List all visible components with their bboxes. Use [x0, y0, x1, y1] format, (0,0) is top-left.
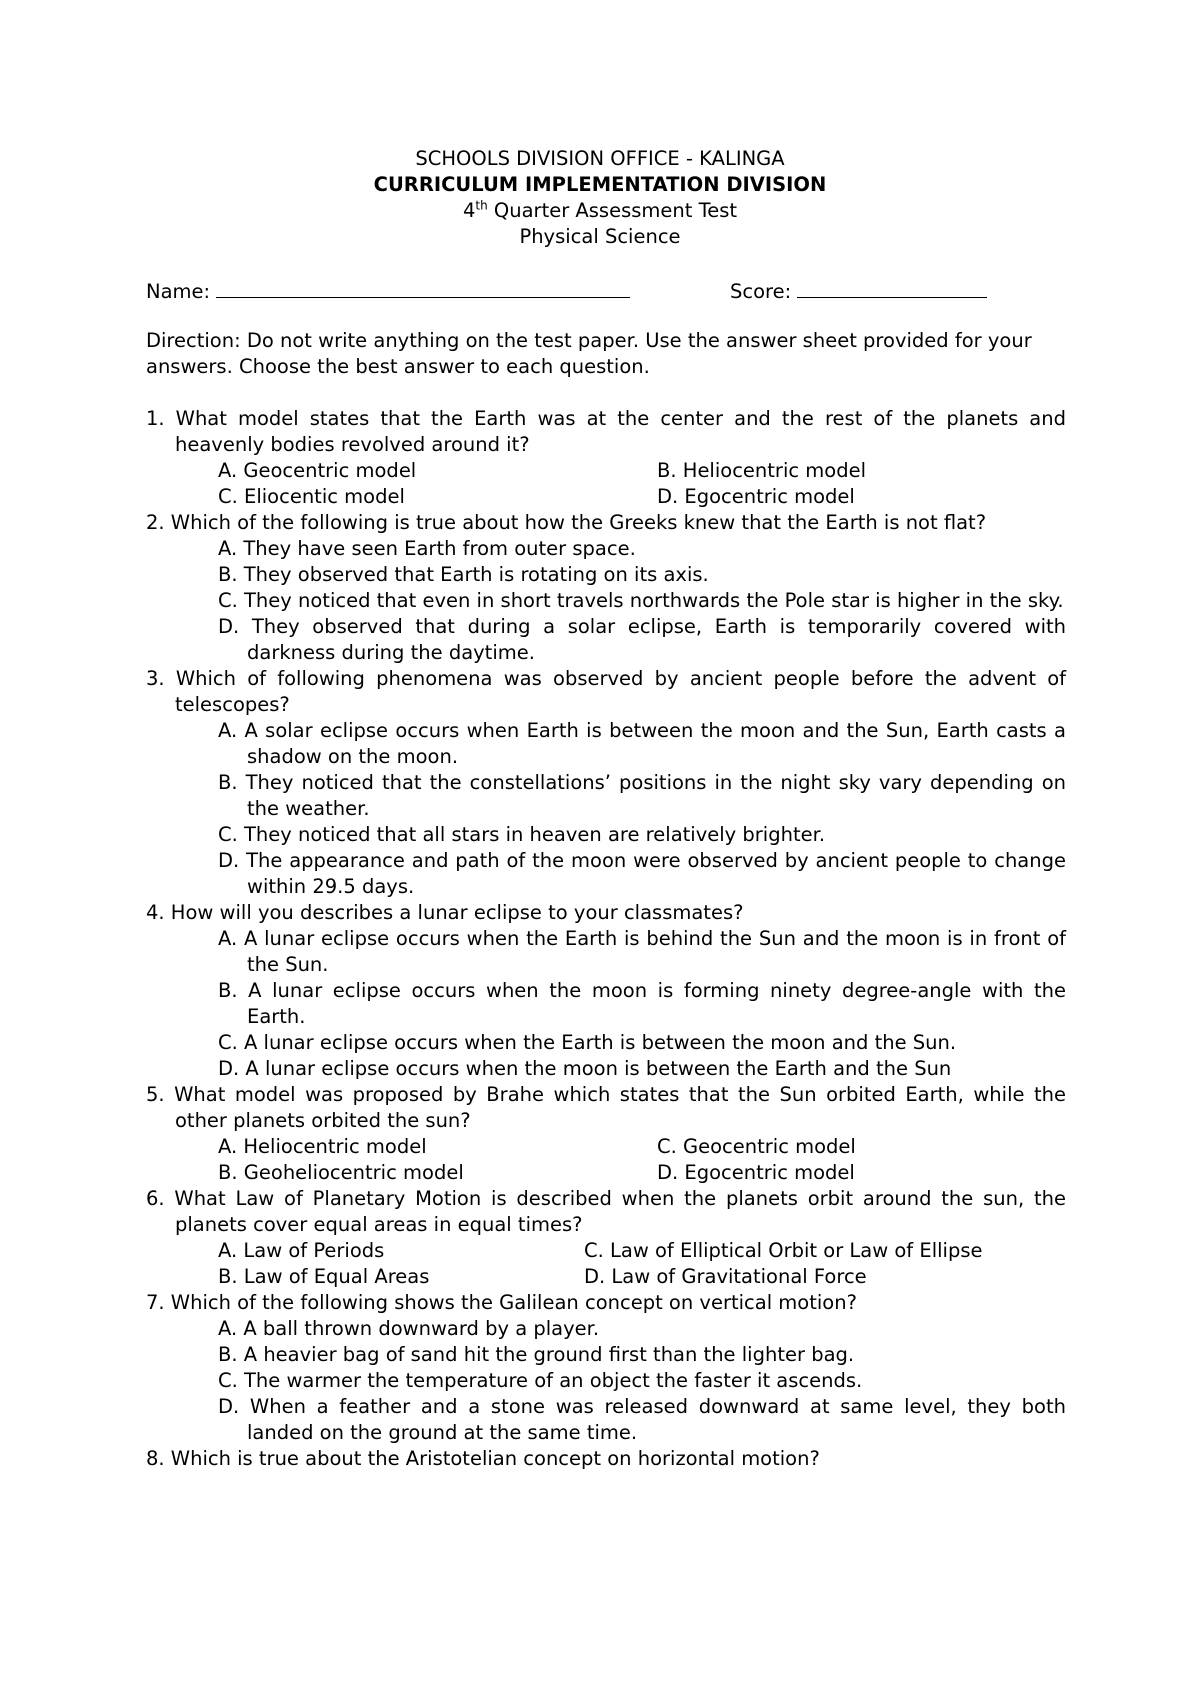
- option-c[interactable]: C. The warmer the temperature of an object the faster it ascends.: [218, 1369, 863, 1392]
- direction-text: Direction: Do not write anything on the test paper. Use the answer sheet provided for your answers. Choose the best answer to each question.: [146, 329, 1032, 378]
- option-b[interactable]: B. They observed that Earth is rotating on its axis.: [218, 563, 709, 586]
- option-c[interactable]: C. Law of Elliptical Orbit or Law of Ellipse: [584, 1239, 983, 1262]
- document-header: [0, 146, 1200, 250]
- question-2: [146, 510, 1066, 666]
- option-c[interactable]: C. Eliocentic model: [218, 485, 405, 508]
- option-a[interactable]: A. They have seen Earth from outer space.: [218, 537, 636, 560]
- question-6: [146, 1186, 1066, 1290]
- option-d[interactable]: D. Egocentric model: [657, 1161, 855, 1184]
- option-d[interactable]: D. The appearance and path of the moon were observed by ancient people to change within 29.5 days.: [218, 849, 1066, 898]
- name-label: Name:: [146, 280, 211, 303]
- question-8: [146, 1446, 1066, 1472]
- option-c[interactable]: C. A lunar eclipse occurs when the Earth is between the moon and the Sun.: [218, 1031, 957, 1054]
- score-label: Score:: [730, 280, 792, 303]
- option-d[interactable]: D. A lunar eclipse occurs when the moon is between the Earth and the Sun: [218, 1057, 952, 1080]
- name-score-row: [146, 277, 1066, 305]
- name-blank-line[interactable]: [216, 277, 630, 298]
- office-title: SCHOOLS DIVISION OFFICE - KALINGA: [415, 147, 785, 170]
- score-field[interactable]: [730, 277, 987, 305]
- option-a[interactable]: A. A ball thrown downward by a player.: [218, 1317, 600, 1340]
- option-d[interactable]: D. Egocentric model: [657, 485, 855, 508]
- option-row: [218, 1160, 1066, 1186]
- option-row: [218, 1134, 1066, 1160]
- question-4: [146, 900, 1066, 1082]
- option-c[interactable]: C. They noticed that even in short travels northwards the Pole star is higher in the sky.: [218, 589, 1064, 612]
- option-row: [218, 484, 1066, 510]
- option-b[interactable]: B. Geoheliocentric model: [218, 1161, 464, 1184]
- question-text: 5. What model was proposed by Brahe which states that the Sun orbited Earth, while the other planets orbited the sun?: [146, 1083, 1066, 1132]
- score-blank-line[interactable]: [797, 277, 987, 298]
- quarter-superscript: th: [475, 198, 488, 213]
- question-text: 6. What Law of Planetary Motion is described when the planets orbit around the sun, the planets cover equal areas in equal times?: [146, 1187, 1066, 1236]
- option-a[interactable]: A. Geocentric model: [218, 459, 417, 482]
- option-a[interactable]: A. Law of Periods: [218, 1239, 385, 1262]
- quarter-number: 4: [462, 199, 476, 222]
- question-list: [146, 406, 1066, 1472]
- question-text: 7. Which of the following shows the Galilean concept on vertical motion?: [146, 1291, 857, 1314]
- option-a[interactable]: A. A solar eclipse occurs when Earth is between the moon and the Sun, Earth casts a shadow on the moon.: [218, 719, 1066, 768]
- option-c[interactable]: C. They noticed that all stars in heaven are relatively brighter.: [218, 823, 826, 846]
- option-a[interactable]: A. Heliocentric model: [218, 1135, 427, 1158]
- question-text: 4. How will you describes a lunar eclipse to your classmates?: [146, 901, 744, 924]
- option-row: [218, 458, 1066, 484]
- question-text: 8. Which is true about the Aristotelian concept on horizontal motion?: [146, 1447, 820, 1470]
- option-d[interactable]: D. When a feather and a stone was released downward at same level, they both landed on the ground at the same time.: [218, 1395, 1066, 1444]
- option-b[interactable]: B. A lunar eclipse occurs when the moon is forming ninety degree-angle with the Earth.: [218, 979, 1066, 1028]
- option-d[interactable]: D. Law of Gravitational Force: [584, 1265, 867, 1288]
- option-d[interactable]: D. They observed that during a solar eclipse, Earth is temporarily covered with darkness during the daytime.: [218, 615, 1066, 664]
- question-7: [146, 1290, 1066, 1446]
- division-title: CURRICULUM IMPLEMENTATION DIVISION: [373, 173, 827, 196]
- name-field[interactable]: [146, 277, 630, 305]
- question-5: [146, 1082, 1066, 1186]
- assessment-title: [0, 198, 1200, 224]
- option-b[interactable]: B. Heliocentric model: [657, 459, 866, 482]
- question-3: [146, 666, 1066, 900]
- option-row: [218, 1264, 1066, 1290]
- question-text: 2. Which of the following is true about how the Greeks knew that the Earth is not flat?: [146, 511, 987, 534]
- question-text: 3. Which of following phenomena was observed by ancient people before the advent of telescopes?: [146, 667, 1066, 716]
- option-a[interactable]: A. A lunar eclipse occurs when the Earth is behind the Sun and the moon is in front of the Sun.: [218, 927, 1066, 976]
- option-b[interactable]: B. They noticed that the constellations’ positions in the night sky vary depending on the weather.: [218, 771, 1066, 820]
- option-b[interactable]: B. A heavier bag of sand hit the ground first than the lighter bag.: [218, 1343, 855, 1366]
- option-c[interactable]: C. Geocentric model: [657, 1135, 856, 1158]
- option-b[interactable]: B. Law of Equal Areas: [218, 1265, 430, 1288]
- quarter-text: Quarter Assessment Test: [487, 199, 738, 222]
- subject-title: Physical Science: [519, 225, 681, 248]
- question-1: [146, 406, 1066, 510]
- question-text: 1. What model states that the Earth was at the center and the rest of the planets and heavenly bodies revolved around it?: [146, 407, 1066, 456]
- option-row: [218, 1238, 1066, 1264]
